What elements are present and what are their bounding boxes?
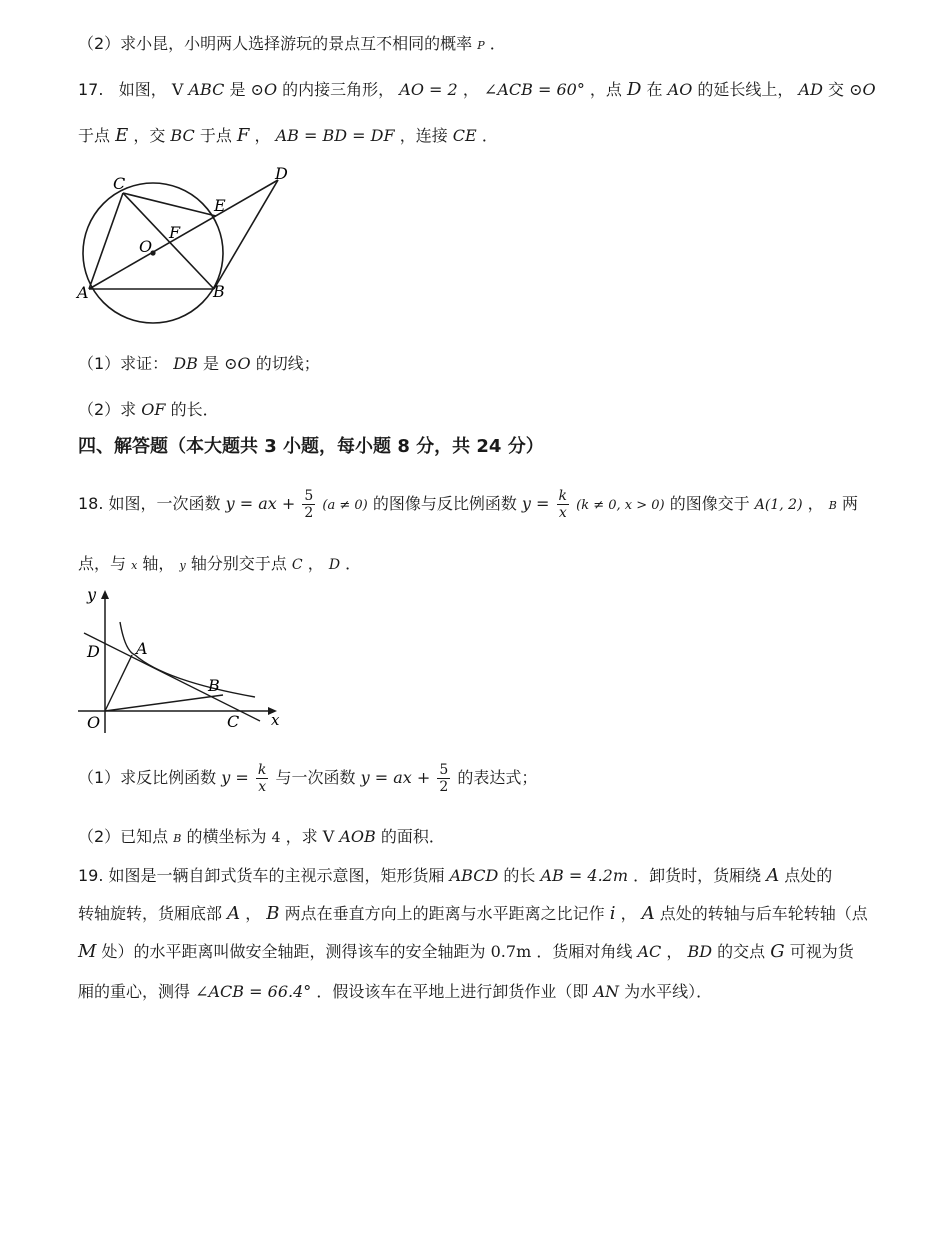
math-linear: y = ax + [225, 494, 296, 513]
triangle-symbol: V [171, 80, 184, 99]
label-d: D [275, 165, 288, 183]
fraction-numerator: 5 [304, 488, 314, 504]
q19-text: 点处的转轴与后车轮转轴（点 [659, 904, 868, 923]
q19-text: ．假设该车在平地上进行卸货作业（即 [316, 982, 594, 1001]
q19-text: 处）的水平距离叫做安全轴距，测得该车的安全轴距为 [101, 942, 491, 961]
q19-text: ．卸货时，货厢绕 [633, 866, 767, 885]
fraction-5-2 [302, 488, 315, 521]
q17-circle-figure [70, 165, 310, 335]
punct: ， [245, 904, 262, 923]
q19-line2 [78, 902, 868, 926]
segment-ac [89, 193, 123, 289]
math-point-a: A(1, 2) [754, 497, 803, 513]
punct: ， [462, 80, 479, 99]
math-reciprocal: y = [521, 494, 550, 513]
q17-text: 是 [202, 354, 219, 373]
math-ad: AD [798, 80, 823, 99]
q19-text: 点处的 [784, 866, 833, 885]
math-angle: ∠ACB = 66.4° [195, 982, 312, 1001]
math-m: M [78, 941, 97, 962]
fraction-denominator: x [558, 505, 567, 521]
q17-text: 在 [646, 80, 668, 99]
q18-text: 18. 如图，一次函数 [78, 494, 226, 513]
q19-text: 的交点 [717, 942, 771, 961]
circle-o-symbol: ⊙O [250, 80, 278, 99]
math-f: F [236, 125, 250, 146]
math-ce: CE [452, 126, 477, 145]
math-ao2: AO [667, 80, 693, 99]
math-equality: AB = BD = DF [275, 126, 395, 145]
q18-text: 的表达式； [457, 768, 538, 787]
fraction-k-x [557, 488, 569, 521]
q18-text: 轴， [142, 554, 175, 573]
q17-text: 是 [229, 80, 246, 99]
math-ab-length: AB = 4.2m [540, 866, 629, 885]
q19-line4 [78, 980, 712, 1004]
q19-line1 [78, 864, 832, 888]
math-a: A [227, 903, 241, 924]
q17-text: 的延长线上， [697, 80, 794, 99]
math-a: A [641, 903, 655, 924]
label-c: C [227, 712, 240, 731]
section-heading: 四、解答题（本大题共 3 小题，每小题 8 分，共 24 分） [78, 436, 544, 457]
curve-reciprocal-function [120, 622, 255, 697]
punct: ， [620, 904, 637, 923]
segment-ad [89, 180, 278, 289]
math-i: i [609, 903, 616, 924]
q17-part2 [78, 398, 219, 422]
q18-text: 的图像与反比例函数 [372, 494, 522, 513]
q19-text: 为水平线）． [624, 982, 713, 1001]
q18-text: 点，与 [78, 554, 132, 573]
math-db: DB [173, 354, 198, 373]
math-b: B [828, 499, 837, 512]
q18-part1 [78, 758, 537, 798]
q17-text: 如图， [118, 80, 167, 99]
label-o: O [139, 237, 153, 256]
q18-text: 与一次函数 [275, 768, 361, 787]
punct: ， [254, 126, 271, 145]
punct: ， [666, 942, 683, 961]
math-e: E [115, 125, 129, 146]
label-o: O [87, 713, 101, 732]
y-axis-arrow-icon [101, 590, 109, 599]
math-a: A [766, 865, 780, 886]
label-y: y [87, 585, 97, 604]
q17-text: 的长． [170, 400, 219, 419]
math-aob: AOB [339, 827, 376, 846]
math-of: OF [141, 400, 166, 419]
math-reciprocal: y = [221, 768, 249, 787]
segment-oa [105, 655, 132, 711]
math-c: C [291, 557, 303, 573]
math-y: y [179, 559, 186, 572]
q18-part1-text: （1）求反比例函数 [78, 768, 222, 787]
fraction-denominator: 2 [304, 505, 314, 521]
q17-part1-text: （1）求证： [78, 354, 169, 373]
math-d: D [627, 79, 642, 100]
math-abcd: ABCD [449, 866, 499, 885]
q18-line2 [78, 552, 361, 578]
q18-text: 轴分别交于点 [190, 554, 292, 573]
math-an: AN [593, 982, 620, 1001]
q18-text: 的面积． [380, 827, 445, 846]
line-linear-function [84, 633, 260, 721]
math-bc: BC [170, 126, 195, 145]
math-4: 4 [271, 830, 281, 846]
segment-ob [105, 695, 223, 711]
fraction-numerator: k [558, 488, 568, 504]
q17-text: ，交 [133, 126, 171, 145]
q19-text: 的长 [503, 866, 541, 885]
q19-text: 可视为货 [789, 942, 854, 961]
q17-text: ，连接 [399, 126, 448, 145]
punct: ， [307, 554, 324, 573]
label-a: A [77, 283, 89, 302]
q17-text: 于点 [78, 126, 116, 145]
circle-o-symbol: ⊙O [224, 354, 251, 373]
math-condition: (k ≠ 0, x > 0) [576, 498, 665, 513]
label-b: B [213, 282, 225, 301]
math-d: D [328, 557, 341, 573]
q17-line1 [78, 78, 876, 102]
q16-part2-text: （2）求小昆，小明两人选择游玩的景点互不相同的概率 [78, 34, 473, 53]
q17-number: 17. [78, 80, 104, 99]
punct: ． [345, 554, 362, 573]
q17-part2-text: （2）求 [78, 400, 137, 419]
label-c: C [113, 174, 126, 193]
fraction-k-x [256, 762, 268, 795]
q19-text: 转轴旋转，货厢底部 [78, 904, 228, 923]
q17-part1 [78, 352, 320, 376]
math-bd: BD [687, 942, 713, 961]
segment-ce [123, 193, 216, 216]
q19-text: 厢的重心，测得 [78, 982, 196, 1001]
fraction-denominator: 2 [439, 779, 449, 795]
q17-text: 于点 [199, 126, 237, 145]
q18-line1 [78, 484, 858, 526]
q17-text: 的切线； [255, 354, 320, 373]
math-x: x [131, 559, 138, 572]
q18-text: 的图像交于 [669, 494, 755, 513]
math-linear: y = ax + [360, 768, 431, 787]
q19-text: 两点在垂直方向上的距离与水平距离之比记作 [284, 904, 610, 923]
math-abc: ABC [188, 80, 225, 99]
fraction-numerator: k [257, 762, 267, 778]
label-d: D [87, 642, 100, 661]
fraction-denominator: x [258, 779, 267, 795]
q19-line3 [78, 940, 854, 964]
triangle-symbol: V [322, 827, 335, 846]
math-b: B [173, 832, 182, 845]
math-angle: ∠ACB = 60° [483, 80, 585, 99]
math-ac: AC [637, 942, 662, 961]
probability-symbol: P [477, 39, 485, 52]
label-a: A [136, 639, 148, 658]
q19-text: 19. 如图是一辆自卸式货车的主视示意图，矩形货厢 [78, 866, 450, 885]
math-condition: (a ≠ 0) [322, 498, 368, 513]
label-f: F [169, 223, 181, 242]
math-g: G [770, 941, 785, 962]
q17-line2 [78, 124, 498, 148]
fraction-numerator: 5 [439, 762, 449, 778]
math-b: B [266, 903, 280, 924]
punct: ． [481, 126, 498, 145]
fraction-5-2 [437, 762, 450, 795]
math-ao: AO = 2 [399, 80, 458, 99]
q18-graph-figure [75, 585, 290, 735]
q18-text: 两 [841, 494, 858, 513]
math-safety-distance: 0.7m [490, 942, 532, 961]
q18-text: ，求 [285, 827, 318, 846]
punct: ， [807, 494, 824, 513]
label-e: E [214, 196, 226, 215]
q18-part2-text: （2）已知点 [78, 827, 174, 846]
circle-o-symbol: ⊙O [849, 80, 876, 99]
q16-part2-line [78, 32, 506, 58]
q18-part2 [78, 825, 445, 851]
q19-text: ．货厢对角线 [536, 942, 638, 961]
label-b: B [208, 676, 220, 695]
q17-text: 交 [828, 80, 845, 99]
punct: ． [489, 34, 506, 53]
q17-text: ，点 [589, 80, 628, 99]
q17-text: 的内接三角形， [282, 80, 395, 99]
label-x: x [271, 711, 280, 729]
q18-text: 的横坐标为 [186, 827, 272, 846]
